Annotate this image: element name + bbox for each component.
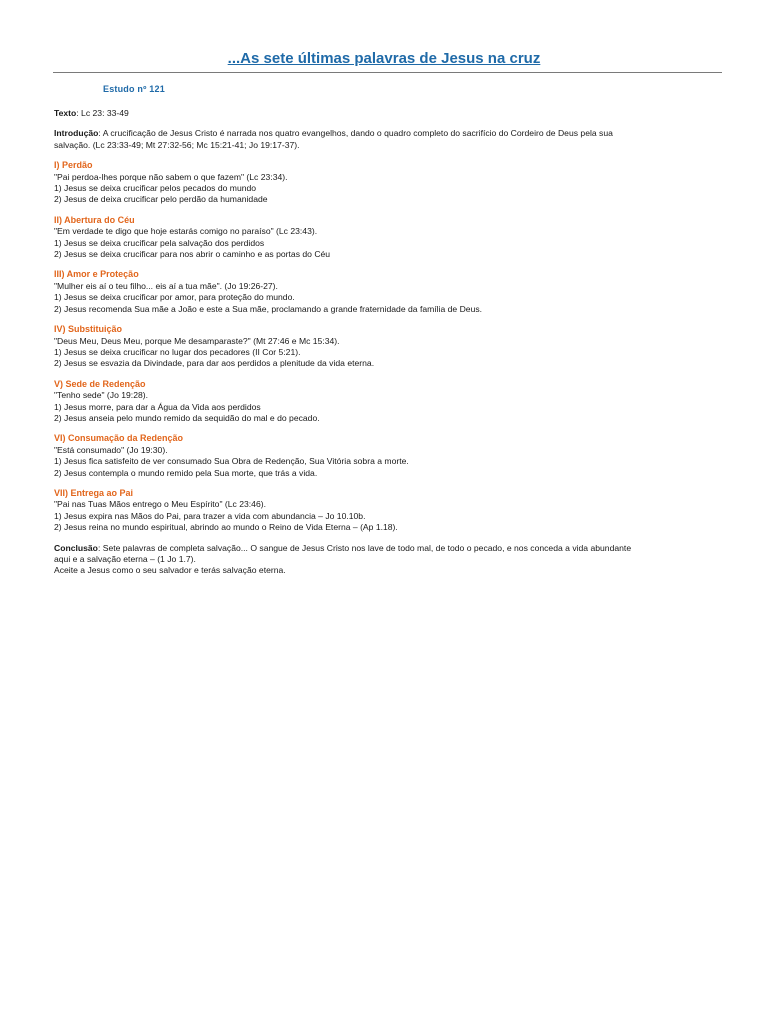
section-line: 2) Jesus anseia pelo mundo remido da sequidão do mal e do pecado. [54,412,320,423]
section-line: 2) Jesus se esvazia da Divindade, para dar aos perdidos a plenitude da vida eterna. [54,358,375,369]
section-line: 1) Jesus expira nas Mãos do Pai, para trazer a vida com abundancia – Jo 10.10b. [54,510,366,521]
title-divider [53,72,722,73]
page-title[interactable]: ...As sete últimas palavras de Jesus na cruz [227,50,541,67]
section-line: "Em verdade te digo que hoje estarás comigo no paraíso" (Lc 23:43). [54,226,318,237]
section-line: "Deus Meu, Deus Meu, porque Me desamparaste?" (Mt 27:46 e Mc 15:34). [54,335,340,346]
section-title: VII) Entrega ao Pai [54,487,134,498]
conclusao-line-2: aqui e a salvação eterna – (1 Jo 1.7). [54,554,196,564]
section-line: 1) Jesus se deixa crucificar no lugar dos pecadores (II Cor 5:21). [54,346,301,357]
section-line: 2) Jesus se deixa crucificar para nos abrir o caminho e as portas do Céu [54,249,331,260]
texto-line [54,108,714,119]
section-line: "Pai nas Tuas Mãos entrego o Meu Espírito" (Lc 23:46). [54,499,266,510]
section-line: 1) Jesus morre, para dar a Água da Vida aos perdidos [54,401,261,412]
section-1 [54,160,714,206]
section-title: II) Abertura do Céu [54,214,135,225]
introducao-line-2: salvação. (Lc 23:33-49; Mt 27:32-56; Mc 15:21-41; Jo 19:17-37). [54,139,300,150]
section-line: 2) Jesus reina no mundo espiritual, abrindo ao mundo o Reino de Vida Eterna – (Ap 1.18). [54,522,398,533]
section-line: "Pai perdoa-lhes porque não sabem o que fazem" (Lc 23:34). [54,171,288,182]
section-line: "Mulher eis aí o teu filho... eis aí a tua mãe". (Jo 19:26-27). [54,280,278,291]
texto-label: Texto [54,108,77,118]
introducao-paragraph [54,128,714,151]
texto-value: : Lc 23: 33-49 [76,108,129,118]
document-body [54,108,714,577]
section-line: 1) Jesus se deixa crucificar por amor, para proteção do mundo. [54,292,295,303]
section-line: 2) Jesus de deixa crucificar pelo perdão da humanidade [54,194,268,205]
section-3 [54,269,714,315]
section-title: V) Sede de Redenção [54,378,146,389]
introducao-line-1: : A crucificação de Jesus Cristo é narrada nos quatro evangelhos, dando o quadro completo do sacrifício do Cordeiro de Deus pela sua [98,128,613,139]
section-title: III) Amor e Proteção [54,269,139,280]
section-7 [54,488,714,534]
section-line: 1) Jesus se deixa crucificar pelos pecados do mundo [54,183,257,194]
section-2 [54,215,714,261]
section-4 [54,324,714,370]
section-6 [54,433,714,479]
study-number: Estudo nº 121 [103,84,165,94]
section-5 [54,379,714,425]
conclusao-line-3: Aceite a Jesus como o seu salvador e terás salvação eterna. [54,565,286,576]
section-line: 2) Jesus recomenda Sua mãe a João e este a Sua mãe, proclamando a grande fraternidade da família de Deus. [54,303,483,314]
introducao-label: Introdução [54,128,99,139]
section-title: I) Perdão [54,160,93,171]
section-line: 1) Jesus fica satisfeito de ver consumado Sua Obra de Redenção, Sua Vitória sobra a morte. [54,456,409,467]
section-title: IV) Substituição [54,324,123,335]
conclusao-label: Conclusão [54,542,98,553]
section-line: "Tenho sede" (Jo 19:28). [54,390,149,401]
section-title: VI) Consumação da Redenção [54,433,184,444]
conclusao-line-1: : Sete palavras de completa salvação... O sangue de Jesus Cristo nos lave de todo mal, de todo o pecado, e nos conceda a vida abundante [97,542,632,553]
section-line: 1) Jesus se deixa crucificar pela salvação dos perdidos [54,237,265,248]
section-line: "Está consumado" (Jo 19:30). [54,444,168,455]
section-line: 2) Jesus contempla o mundo remido pela Sua morte, que trás a vida. [54,467,318,478]
conclusao-paragraph [54,543,714,577]
